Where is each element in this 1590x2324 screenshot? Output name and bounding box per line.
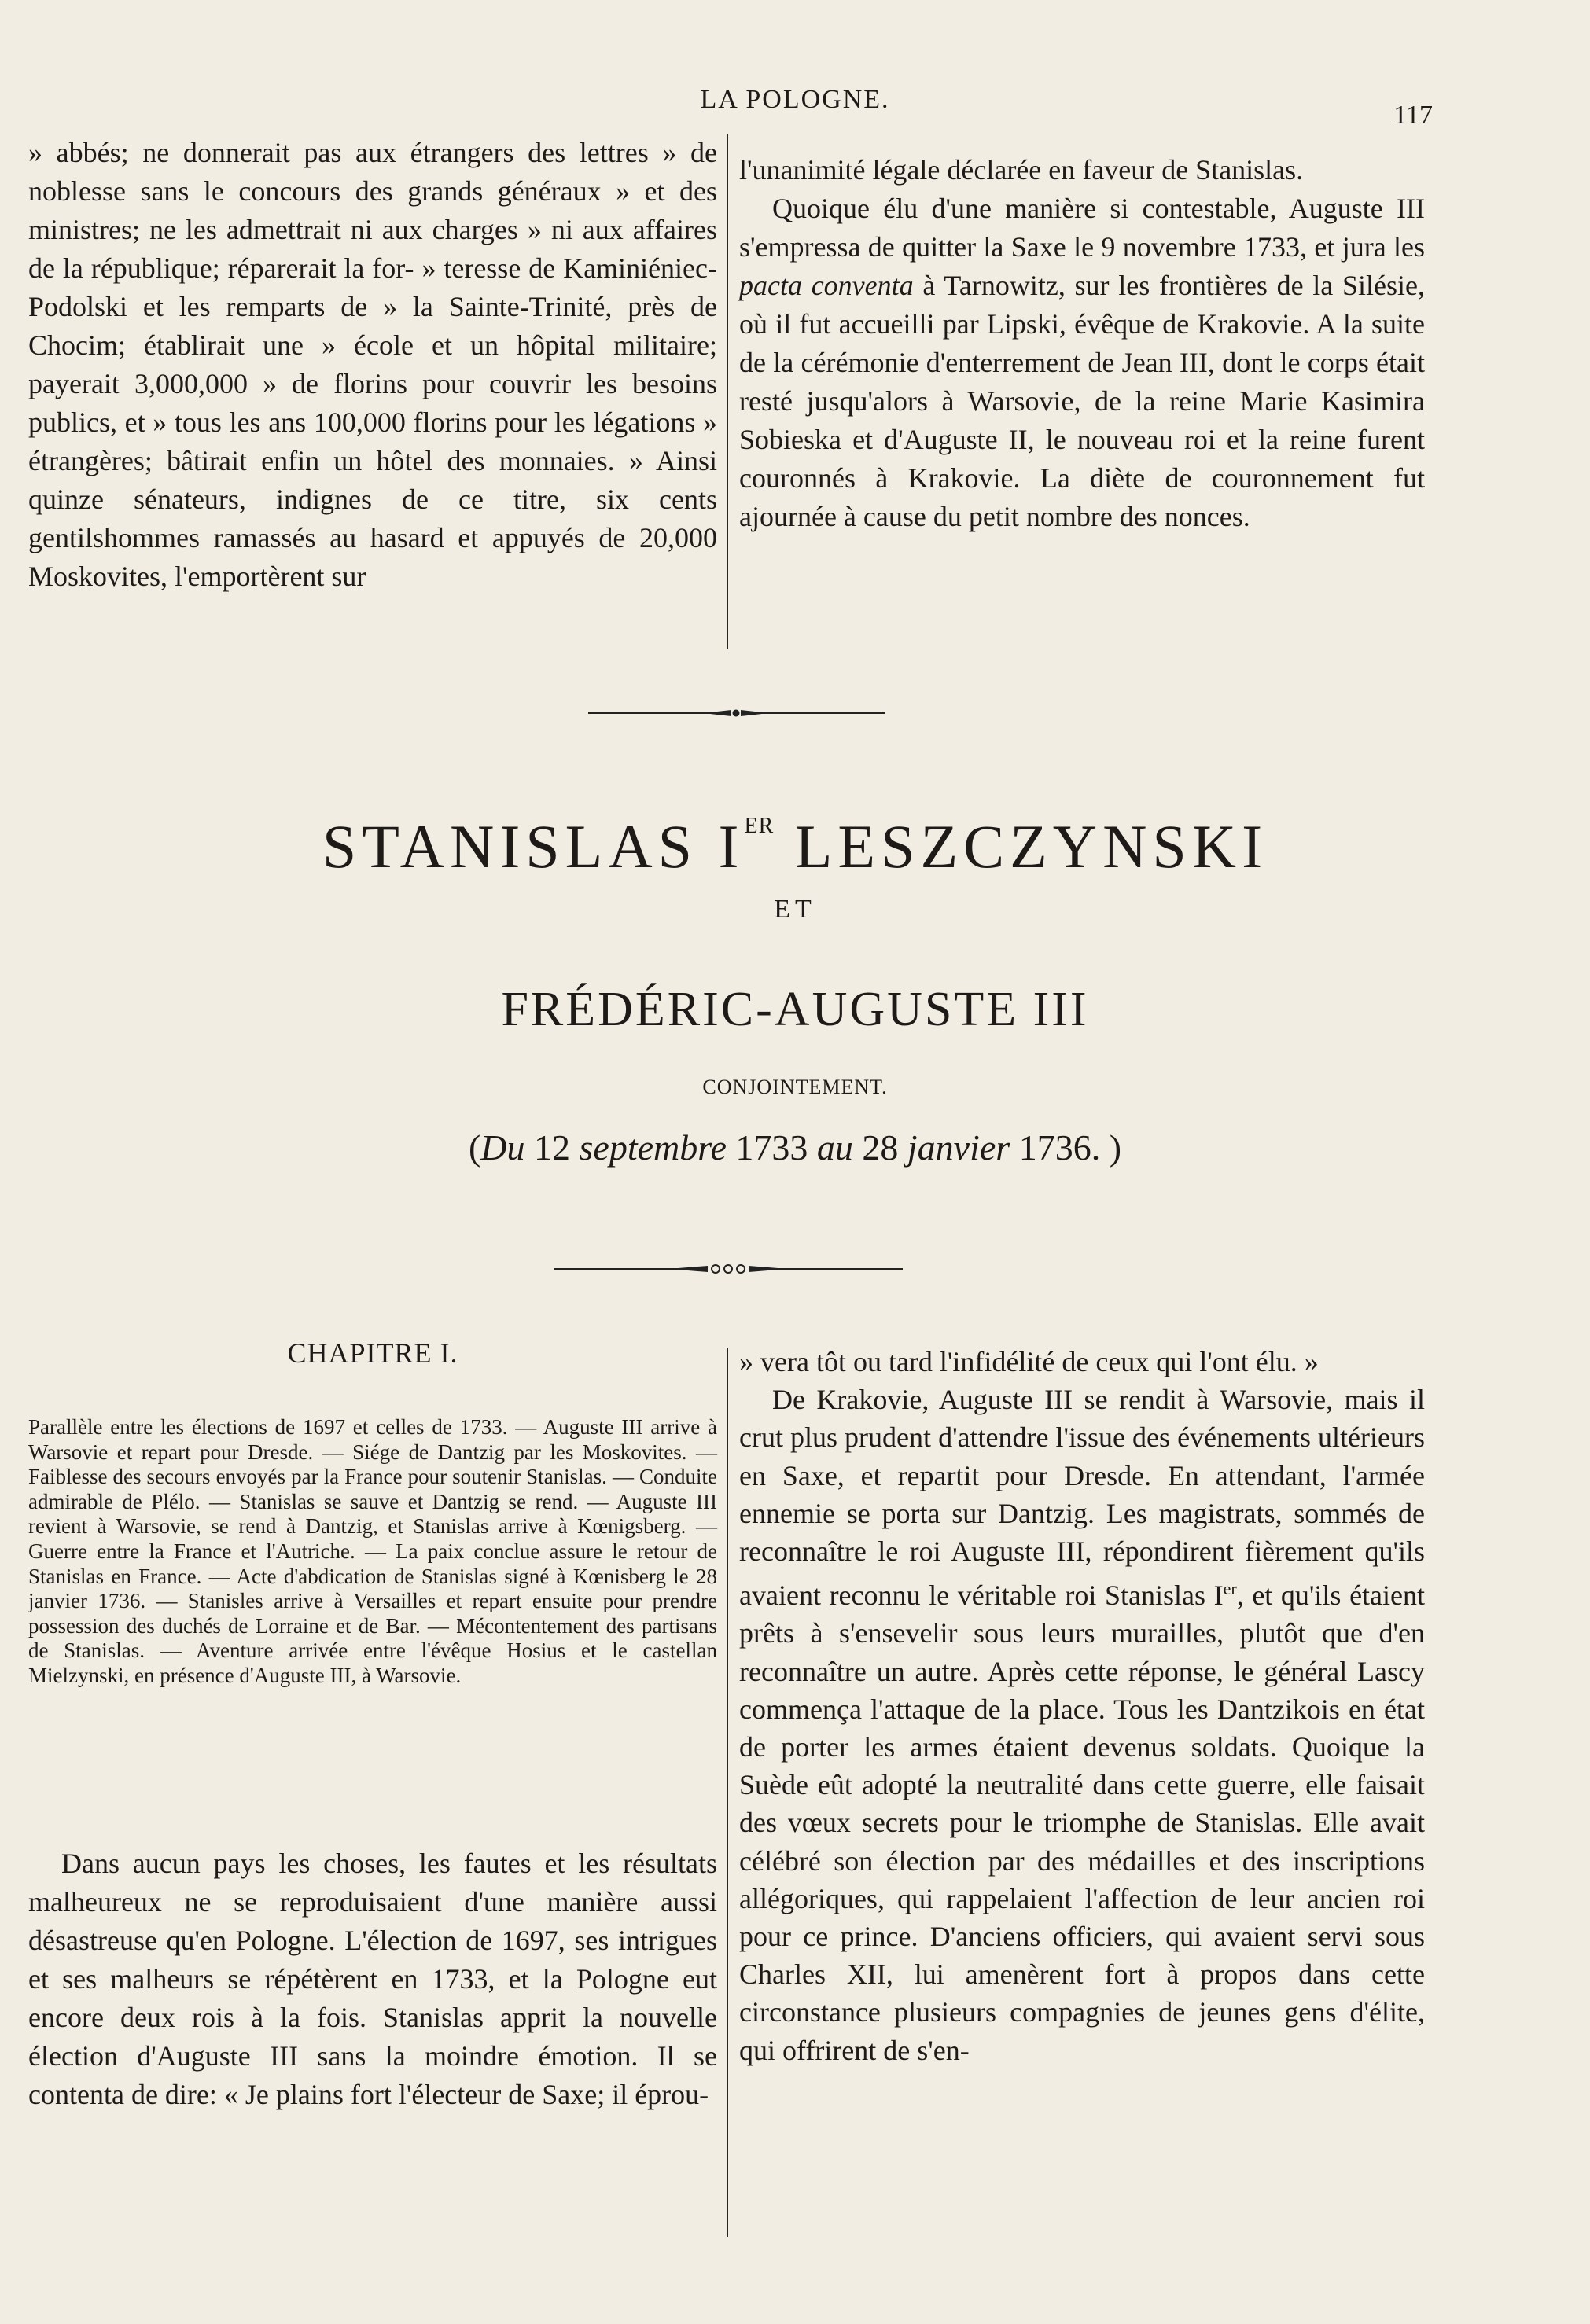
date-au: au	[816, 1127, 853, 1168]
heading-subtitle: CONJOINTEMENT.	[702, 1076, 888, 1098]
top-right-text-a: Quoique élu d'une manière si contestable, Auguste III s'empressa de quitter la Saxe le 9 novembre 1733, et jura les	[739, 193, 1425, 263]
top-right-paragraph-2	[739, 189, 1425, 536]
date-open-paren: (	[468, 1127, 481, 1168]
chapter-title: CHAPITRE I.	[287, 1337, 458, 1369]
chapter-summary-text: Parallèle entre les élections de 1697 et celles de 1733. — Auguste III arrive à Warsovie et repart pour Dresde. — Siége de Dantzig par les Moskovites. — Faiblesse des secours envoyés par la France pour soutenir Stanislas. — Conduite admirable de Plélo. — Stanislas se sauve et Dantzig se rend. — Auguste III revient à Warsovie, se rend à Dantzig, et Stanislas arrive à Kœnigsberg. — Guerre entre la France et l'Autriche. — La paix conclue assure le retour de Stanislas en France. — Acte d'abdication de Stanislas signé à Kœnisberg le 28 janvier 1736. — Stanisles arrive à Versailles et repart ensuite pour prendre possession des duchés de Lorraine et de Bar. — Mécontentement des partisans de Stanislas. — Aventure arrivée entre l'évêque Hosius et le castellan Mielzynski, en présence d'Auguste III, à Warsovie.	[28, 1415, 717, 1687]
heading-stanislas	[0, 791, 1590, 882]
date-day-end: 28	[852, 1127, 907, 1168]
top-right-text-b: à Tarnowitz, sur les frontières de la Silésie, où il fut accueilli par Lipski, évêque de Krakovie. A la suite de la cérémonie d'enterrement de Jean III, dont le corps était resté jusqu'alors à Warsovie, de la reine Marie Kasimira Sobieska et d'Auguste II, le nouveau roi et la reine furent couronnés à Krakovie. La diète de couronnement fut ajournée à cause du petit nombre des nonces.	[739, 270, 1425, 532]
chapter-summary	[28, 1415, 717, 1689]
date-close-paren: . )	[1091, 1127, 1122, 1168]
ornament-divider-top	[585, 704, 889, 722]
heading-conjunction: ET	[774, 895, 816, 924]
date-month-end: janvier	[907, 1127, 1010, 1168]
top-right-paragraph-1: l'unanimité légale déclarée en faveur de Stanislas.	[739, 154, 1304, 186]
body-left-column	[28, 1844, 717, 2114]
heading-date-range	[0, 1124, 1590, 1171]
body-right-text-a: De Krakovie, Auguste III se rendit à Warsovie, mais il crut plus prudent d'attendre l'issue des événements ultérieurs en Saxe, et repartit pour Dresde. En attendant, l'armée ennemie se porta sur Dantzig. Les magistrats, sommés de reconnaître le roi Auguste III, répondirent fièrement qu'ils avaient reconnu le véritable roi Stanislas I	[739, 1384, 1425, 1612]
top-right-column	[739, 151, 1425, 536]
heading-frederic-auguste: FRÉDÉRIC-AUGUSTE III	[501, 983, 1089, 1036]
ornament-divider-bottom	[550, 1260, 906, 1278]
running-head: LA POLOGNE.	[700, 85, 890, 114]
body-right-quote-end: » vera tôt ou tard l'infidélité de ceux qui l'ont élu. »	[739, 1346, 1319, 1377]
body-right-paragraph	[739, 1381, 1425, 2069]
page-number: 117	[1393, 101, 1433, 130]
date-month-start: septembre	[579, 1127, 727, 1168]
column-divider-top	[727, 134, 728, 649]
date-day-start: 12	[524, 1127, 580, 1168]
body-right-text-b: , et qu'ils étaient prêts à s'ensevelir sous leurs murailles, plutôt que d'en reconnaître un autre. Après cette réponse, le général Lascy commença l'attaque de la place. Tous les Dantzikois en état de porter les armes étaient devenus soldats. Quoique la Suède eût adopté la neutralité dans cette guerre, elle faisait des vœux secrets pour le triomphe de Stanislas. Elle avait célébré son élection par des médailles et des inscriptions allégoriques, qui rappelaient l'affection de leur ancien roi pour ce prince. D'anciens officiers, qui avaient servi sous Charles XII, lui amenèrent fort à propos dans cette circonstance plusieurs compagnies de jeunes gens d'élite, qui offrirent de s'en-	[739, 1579, 1426, 2066]
heading-stanislas-name: STANISLAS I	[322, 812, 745, 881]
heading-leszczynski: LESZCZYNSKI	[774, 812, 1268, 881]
column-divider-bottom	[727, 1348, 728, 2237]
body-right-column	[739, 1343, 1425, 2069]
date-year-start: 1733	[726, 1127, 817, 1168]
body-left-paragraph: Dans aucun pays les choses, les fautes et les résultats malheureux ne se reproduisaient d'une manière aussi désastreuse qu'en Pologne. L'élection de 1697, ses intrigues et ses malheurs se répétèrent en 1733, et la Pologne eut encore deux rois à la fois. Stanislas apprit la nouvelle élection d'Auguste III sans la moindre émotion. Il se contenta de dire: « Je plains fort l'électeur de Saxe; il éprou-	[28, 1848, 717, 2110]
top-left-column	[28, 134, 717, 596]
body-right-superscript: er	[1223, 1579, 1237, 1599]
date-year-end: 1736	[1010, 1127, 1091, 1168]
heading-ordinal-superscript: ER	[744, 814, 775, 838]
top-left-paragraph: » abbés; ne donnerait pas aux étrangers des lettres » de noblesse sans le concours des grands généraux » et des ministres; ne les admettrait ni aux charges » ni aux affaires de la république; réparerait la for- » teresse de Kaminiéniec-Podolski et les remparts de » la Sainte-Trinité, près de Chocim; établirait une » école et un hôpital militaire; payerait 3,000,000 » de florins pour couvrir les besoins publics, et » tous les ans 100,000 florins pour les légations » étrangères; bâtirait enfin un hôtel des monnaies. » Ainsi quinze sénateurs, indignes de ce titre, six cents gentilshommes ramassés au hasard et appuyés de 20,000 Moskovites, l'emportèrent sur	[28, 137, 717, 592]
top-right-italic-term: pacta conventa	[739, 270, 914, 301]
date-du: Du	[480, 1127, 525, 1168]
